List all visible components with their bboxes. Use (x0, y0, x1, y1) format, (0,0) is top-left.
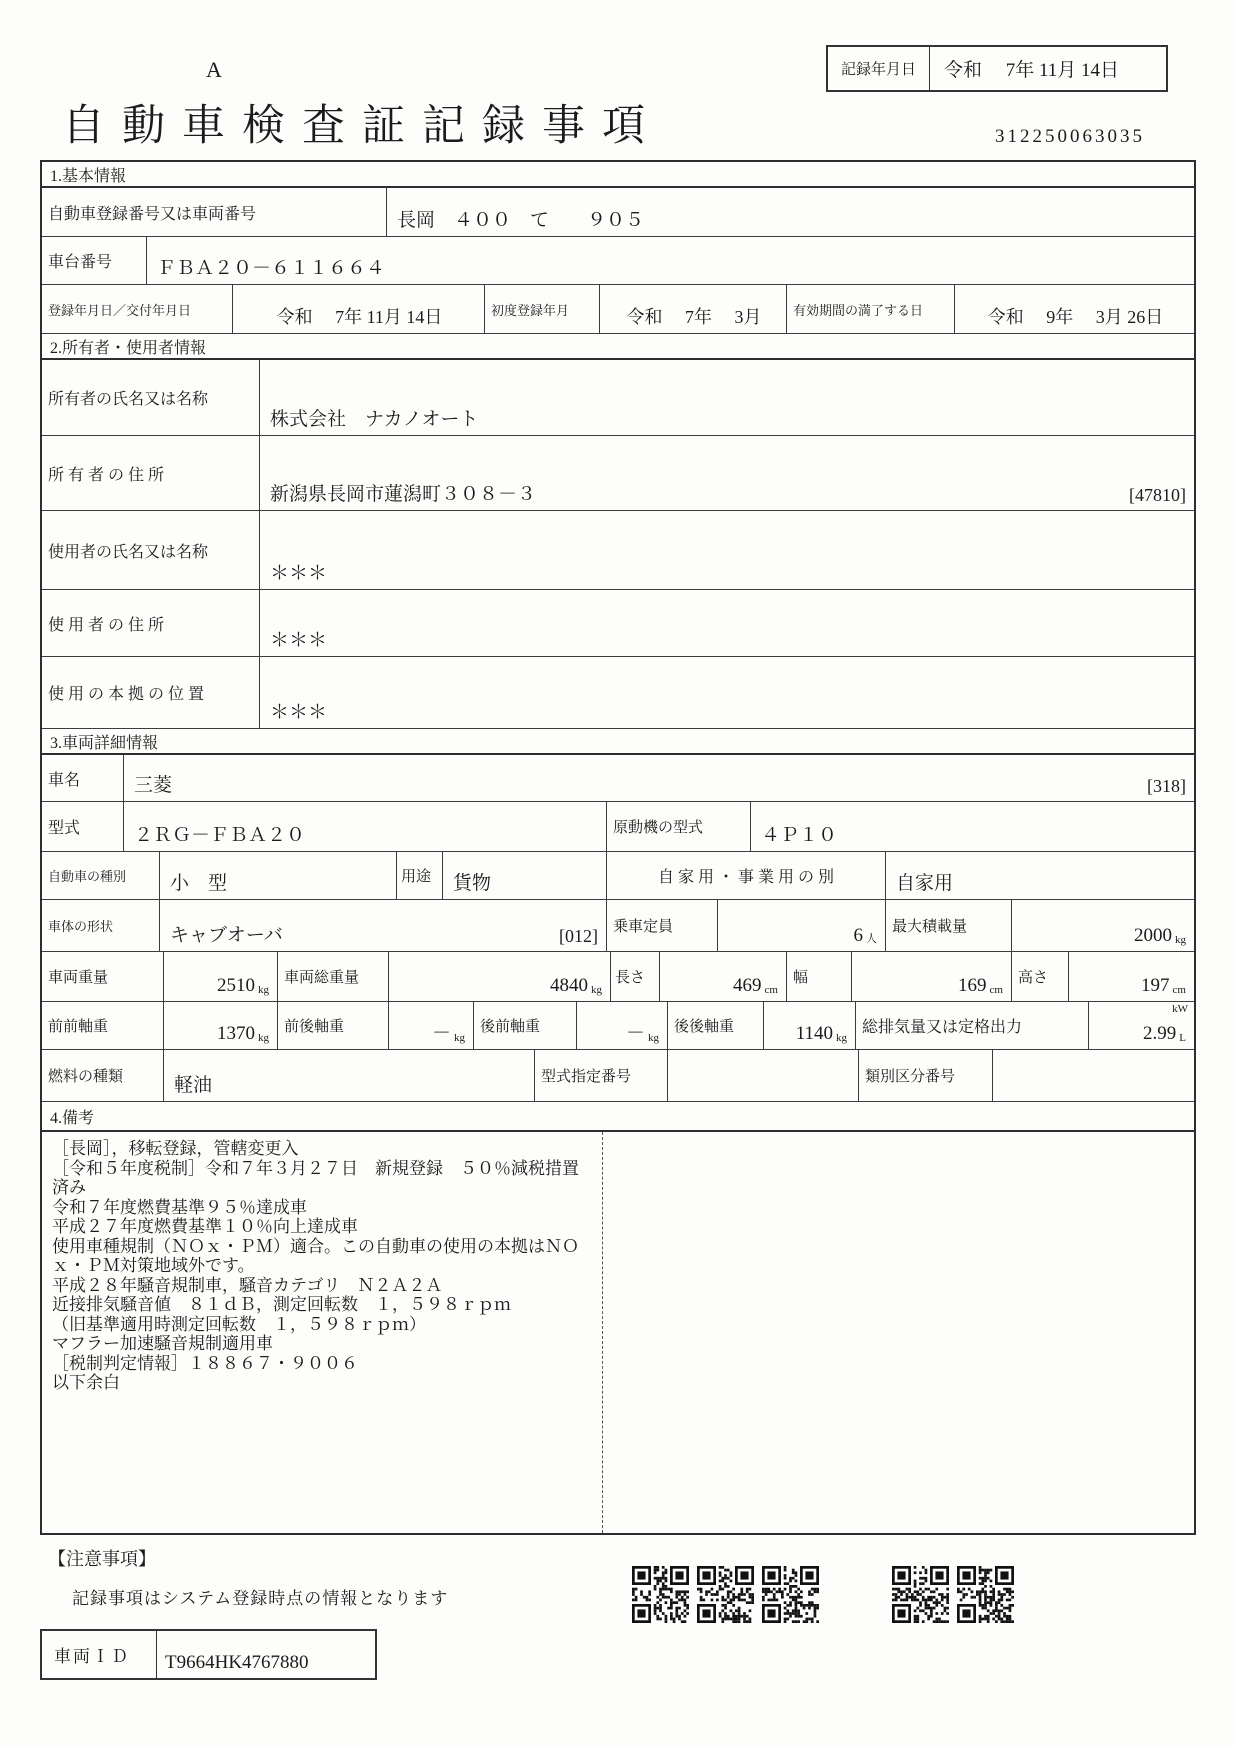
displacement-unit-bottom: L (1179, 1032, 1186, 1044)
row-body-shape (42, 900, 1194, 952)
width-unit: cm (989, 984, 1003, 996)
displacement-number: 2.99 (1143, 1023, 1177, 1044)
row-car-name (42, 755, 1194, 802)
ownership-value: 自家用 (896, 873, 954, 894)
car-name-label: 車名 (42, 755, 124, 801)
registration-date-value: 令和 7年 11月 14日 (233, 285, 485, 333)
chassis-number-value: ＦＢＡ２０－６１１６６４ (157, 258, 386, 279)
remark-line: マフラー加速騒音規制適用車 (52, 1334, 273, 1353)
capacity-number: 6 (853, 925, 863, 946)
engine-model-value: ４Ｐ１０ (761, 825, 838, 846)
vehicle-id-value: T9664HK4767880 (165, 1652, 309, 1673)
section-owner-info-title: 2.所有者・使用者情報 (42, 334, 1194, 360)
document-title: 自動車検査証記録事項 (62, 103, 662, 150)
axle-fr-value (389, 1002, 474, 1049)
remark-line: 近接排気騒音値 ８１ｄＢ，測定回転数 １，５９８ｒｐｍ (52, 1295, 511, 1314)
row-fuel (42, 1050, 1194, 1102)
owner-address-value (260, 436, 1194, 510)
capacity-unit: 人 (866, 933, 877, 945)
base-location-label: 使 用 の 本 拠 の 位 置 (42, 657, 260, 728)
axle-fr-unit: kg (454, 1032, 465, 1044)
max-load-unit: kg (1175, 934, 1186, 946)
owner-name-label: 所有者の氏名又は名称 (42, 360, 260, 435)
row-user-address (42, 590, 1194, 657)
registration-number-value: 長岡 ４００ て ９０５ (397, 210, 645, 231)
height-value (1069, 952, 1194, 1001)
user-address-label: 使 用 者 の 住 所 (42, 590, 260, 656)
height-label: 高さ (1012, 952, 1069, 1001)
length-number: 469 (733, 975, 762, 996)
body-shape-label: 車体の形状 (42, 900, 160, 951)
ownership-label: 自 家 用 ・ 事 業 用 の 別 (607, 852, 886, 899)
body-shape-code: [012] (559, 926, 598, 946)
record-date-box (826, 45, 1168, 92)
document-serial-number: 312250063035 (995, 126, 1145, 147)
use-label: 用途 (397, 852, 443, 899)
fuel-value: 軽油 (164, 1050, 535, 1101)
qr-code-icon (697, 1566, 754, 1623)
max-load-value (1012, 900, 1194, 951)
category-value: 小 型 (160, 852, 397, 899)
height-unit: cm (1172, 984, 1186, 996)
remark-line: 使用車種規制（ＮＯｘ・ＰＭ）適合。この自動車の使用の本拠はＮＯ (52, 1236, 579, 1256)
weight-number: 2510 (217, 975, 255, 996)
weight-unit: kg (258, 984, 269, 996)
row-owner-address (42, 436, 1194, 511)
gross-weight-unit: kg (591, 984, 602, 996)
row-category (42, 852, 1194, 900)
body-shape-value (160, 900, 607, 951)
category-label: 自動車の種別 (42, 852, 160, 899)
vehicle-id-label: 車両ＩＤ (42, 1631, 157, 1678)
axle-fr-label: 前後軸重 (278, 1002, 389, 1049)
user-name-label: 使用者の氏名又は名称 (42, 511, 260, 589)
registration-number-label: 自動車登録番号又は車両番号 (42, 188, 387, 236)
row-base-location (42, 657, 1194, 729)
axle-rr-value (764, 1002, 856, 1049)
weight-value (164, 952, 278, 1001)
notice-title: 【注意事項】 (48, 1549, 156, 1569)
owner-name-value: 株式会社 ナカノオート (270, 409, 479, 430)
remark-line: ｘ・ＰＭ対策地域外です。 (52, 1256, 255, 1275)
axle-ff-unit: kg (258, 1032, 269, 1044)
axle-rr-number: 1140 (795, 1023, 833, 1044)
row-owner-name (42, 360, 1194, 436)
record-date-label: 記録年月日 (828, 47, 930, 90)
height-number: 197 (1141, 975, 1170, 996)
owner-address-code: [47810] (1129, 485, 1186, 505)
length-value (660, 952, 787, 1001)
weight-label: 車両重量 (42, 952, 164, 1001)
owner-address-text: 新潟県長岡市蓮潟町３０８－３ (270, 484, 537, 505)
axle-rr-unit: kg (836, 1032, 847, 1044)
axle-ff-number: 1370 (217, 1023, 255, 1044)
axle-ff-label: 前前軸重 (42, 1002, 164, 1049)
vehicle-id-box (40, 1629, 377, 1680)
expiry-date-value: 令和 9年 3月 26日 (987, 307, 1164, 327)
row-model (42, 802, 1194, 852)
axle-rf-label: 後前軸重 (474, 1002, 577, 1049)
chassis-number-label: 車台番号 (42, 237, 147, 284)
row-dates (42, 285, 1194, 334)
axle-ff-value (164, 1002, 278, 1049)
classification-label: 類別区分番号 (859, 1050, 993, 1101)
row-user-name (42, 511, 1194, 590)
remark-line: （旧基準適用時測定回転数 １，５９８ｒｐｍ） (52, 1314, 426, 1334)
certificate-table (40, 160, 1196, 1535)
remark-line: 平成２７年度燃費基準１０％向上達成車 (52, 1217, 358, 1236)
car-name-text: 三菱 (134, 775, 173, 796)
fuel-label: 燃料の種類 (42, 1050, 164, 1101)
classification-value (993, 1050, 1194, 1101)
remark-line: ［長岡］，移転登録，管轄変更入 (52, 1139, 299, 1158)
remark-line: 済み (52, 1178, 86, 1197)
user-address-value: ＊＊＊ (270, 630, 328, 651)
displacement-label: 総排気量又は定格出力 (856, 1002, 1089, 1049)
registration-date-label: 登録年月日／交付年月日 (42, 285, 233, 333)
gross-weight-value (389, 952, 611, 1001)
remark-line: 平成２８年騒音規制車，騒音カテゴリ Ｎ２Ａ２Ａ (52, 1275, 443, 1295)
gross-weight-label: 車両総重量 (278, 952, 389, 1001)
row-weights (42, 952, 1194, 1002)
row-chassis-number (42, 237, 1194, 285)
displacement-unit-top: kW (1172, 1003, 1188, 1015)
qr-code-icon (762, 1566, 819, 1623)
width-number: 169 (958, 975, 987, 996)
remarks-text (52, 1139, 597, 1393)
max-load-number: 2000 (1134, 925, 1172, 946)
body-shape-text: キャブオーバ (170, 925, 283, 946)
section-basic-info-title: 1.基本情報 (42, 162, 1194, 188)
remark-line: 令和７年度燃費基準９５％達成車 (52, 1197, 307, 1217)
section-vehicle-info-title: 3.車両詳細情報 (42, 729, 1194, 755)
record-date-value: 令和 7年 11月 14日 (944, 60, 1120, 81)
remark-line: ［令和５年度税制］令和７年３月２７日 新規登録 ５０％減税措置 (52, 1158, 579, 1178)
user-name-value: ＊＊＊ (270, 563, 328, 584)
length-label: 長さ (611, 952, 660, 1001)
type-designation-value (668, 1050, 859, 1101)
axle-fr-number: － (431, 1023, 451, 1044)
row-registration-number (42, 188, 1194, 237)
capacity-value (718, 900, 886, 951)
page-mark: A (206, 57, 222, 82)
first-registration-value: 令和 7年 3月 (600, 285, 787, 333)
car-name-code: [318] (1147, 776, 1186, 796)
model-value: ２ＲＧ－ＦＢＡ２０ (124, 802, 607, 851)
gross-weight-number: 4840 (550, 975, 588, 996)
qr-code-icon (892, 1566, 949, 1623)
row-axle-weights (42, 1002, 1194, 1050)
displacement-value (1089, 1002, 1194, 1049)
width-value (852, 952, 1012, 1001)
qr-code-icon (957, 1566, 1014, 1623)
owner-address-label: 所 有 者 の 住 所 (42, 436, 260, 510)
remark-line: ［税制判定情報］１８８６７・９００６ (52, 1353, 358, 1373)
capacity-label: 乗車定員 (607, 900, 718, 951)
axle-rf-value (577, 1002, 668, 1049)
notice-body: 記録事項はシステム登録時点の情報となります (72, 1589, 449, 1608)
width-label: 幅 (787, 952, 852, 1001)
remarks-box (42, 1132, 1194, 1533)
remarks-divider (602, 1132, 603, 1533)
first-registration-label: 初度登録年月 (485, 285, 600, 333)
use-value: 貨物 (443, 852, 607, 899)
axle-rr-label: 後後軸重 (668, 1002, 764, 1049)
section-remarks-title: 4.備考 (42, 1102, 1194, 1132)
remark-line: 以下余白 (52, 1373, 120, 1392)
axle-rf-unit: kg (648, 1032, 659, 1044)
length-unit: cm (764, 984, 778, 996)
max-load-label: 最大積載量 (886, 900, 1012, 951)
qr-code-icon (632, 1566, 689, 1623)
base-location-value: ＊＊＊ (270, 702, 328, 723)
type-designation-label: 型式指定番号 (535, 1050, 668, 1101)
expiry-date-label: 有効期間の満了する日 (787, 285, 955, 333)
model-label: 型式 (42, 802, 124, 851)
axle-rf-number: － (625, 1023, 645, 1044)
engine-model-label: 原動機の型式 (607, 802, 751, 851)
car-name-value (124, 755, 1194, 801)
